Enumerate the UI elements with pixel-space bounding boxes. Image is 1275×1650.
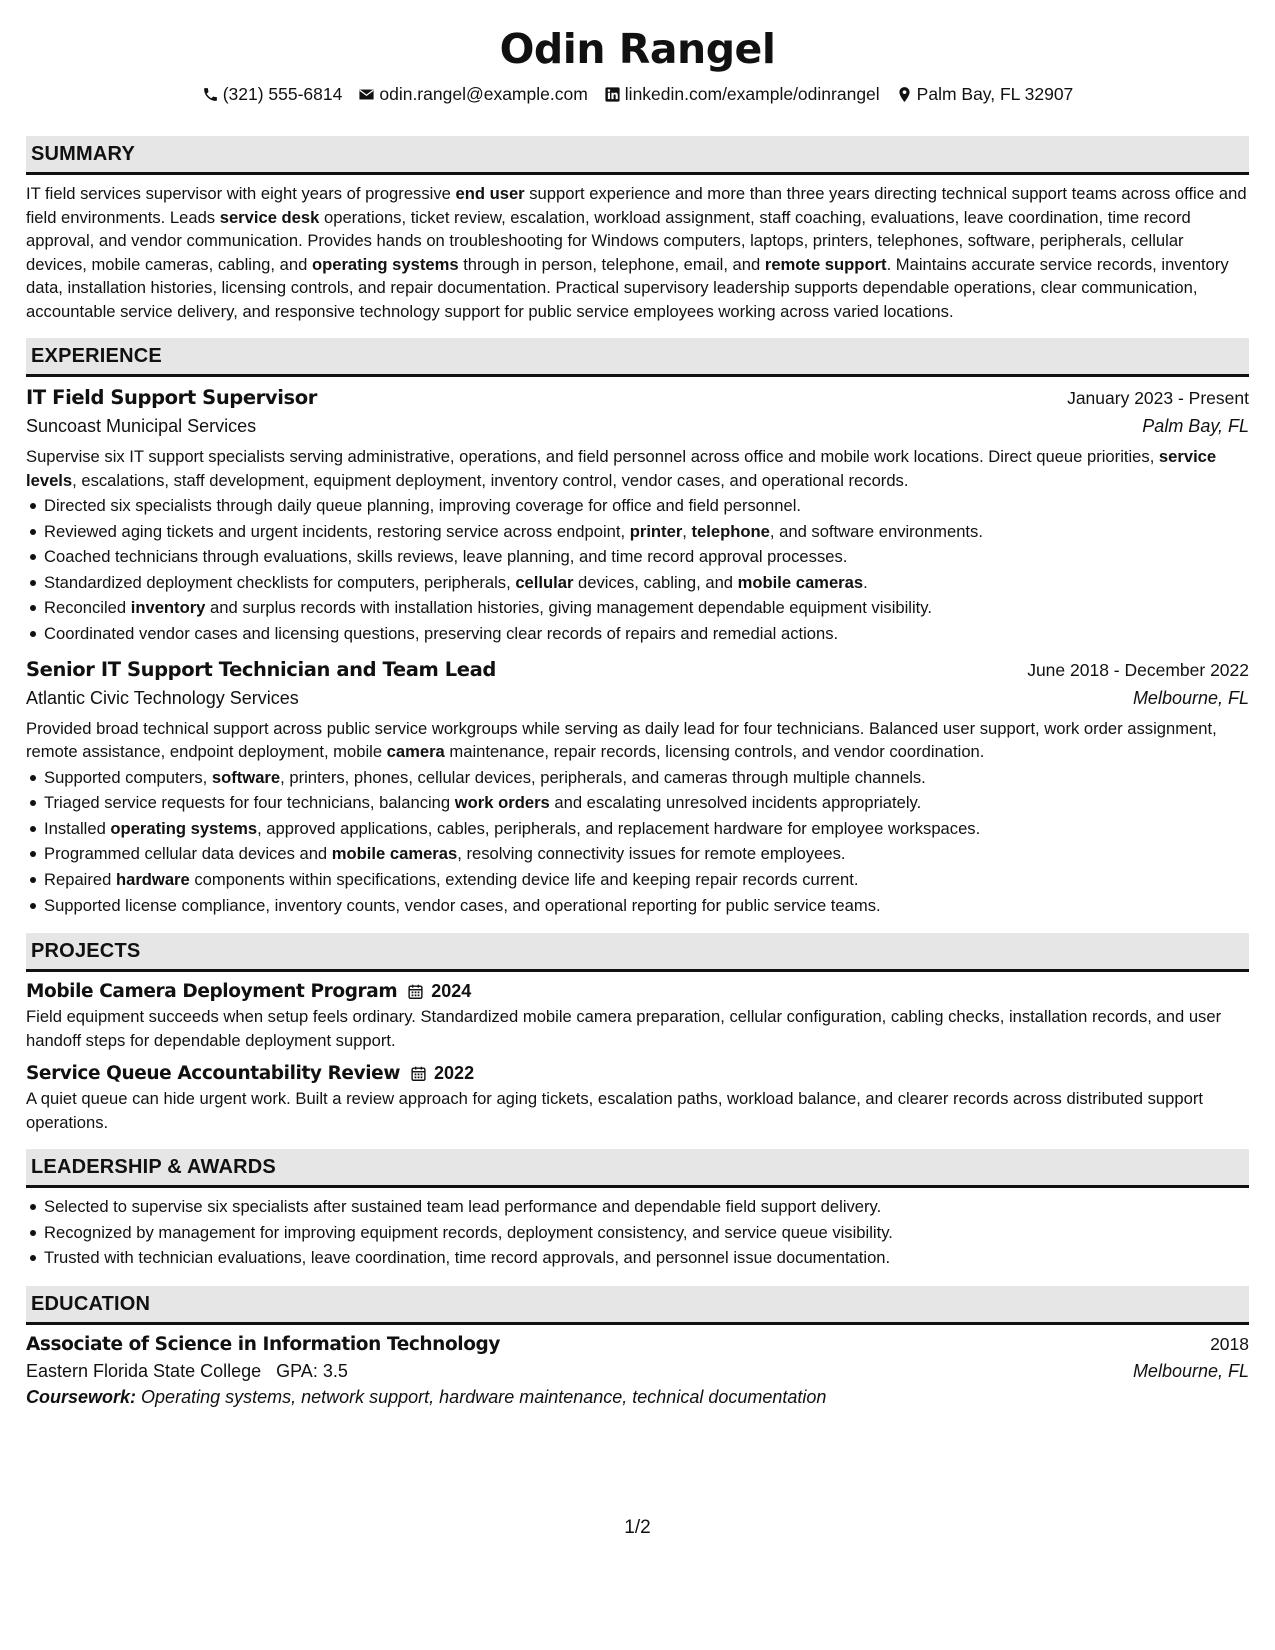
project-year-text: 2024	[431, 981, 472, 1002]
leadership-bullet: Trusted with technician evaluations, leave coordination, time record approvals, and personnel issue documentation.	[44, 1245, 1249, 1271]
envelope-icon	[358, 86, 375, 103]
job-bullet: Coordinated vendor cases and licensing questions, preserving clear records of repairs and remedial actions.	[44, 621, 1249, 647]
gpa: GPA: 3.5	[276, 1360, 348, 1381]
linkedin-icon	[604, 86, 621, 103]
project-description: Field equipment succeeds when setup feels ordinary. Standardized mobile camera preparation, cellular configuration, cabling checks, installation records, and user handoff steps for dependable deployment support.	[26, 1007, 1222, 1050]
job-summary: Provided broad technical support across public service workgroups while serving as daily lead for four technicians. Balanced user support, work order assignment, remote assistance, endpoint deployment, mobile camera maintenance, repair records, licensing controls, and vendor coordination.	[26, 718, 1217, 762]
emphasis-text: inventory	[130, 598, 206, 618]
job-entry	[26, 386, 1249, 647]
coursework-line	[26, 1387, 1249, 1408]
job-company: Atlantic Civic Technology Services	[26, 687, 299, 708]
project-entry	[26, 981, 1249, 1052]
leadership-bullet: Selected to supervise six specialists after sustained team lead performance and dependable field support delivery.	[44, 1194, 1249, 1220]
job-bullet: Coached technicians through evaluations, skills reviews, leave planning, and time record approval processes.	[44, 544, 1249, 570]
phone-text: (321) 555-6814	[222, 83, 343, 104]
contact-bar	[26, 82, 1249, 106]
summary-section-header: SUMMARY	[26, 136, 1249, 175]
job-summary: Supervise six IT support specialists serving administrative, operations, and field personnel across office and mobile work locations. Direct queue priorities, service levels, escalations, staff development, equipment deployment, inventory control, vendor cases, and operational records.	[26, 447, 1217, 490]
calendar-icon	[407, 983, 424, 1000]
project-entry	[26, 1063, 1249, 1134]
summary-text: IT field services supervisor with eight years of progressive end user support experience and more than three years directing technical support teams across office and field environments. Leads service desk operations, ticket review, escalation, workload assignment, staff coaching, evaluations, leave coordination, time record approval, and vendor communication. Provides hands on troubleshooting for Windows computers, laptops, printers, telephones, software, peripherals, cellular devices, mobile cameras, cabling, and operating systems through in person, telephone, email, and remote support. Maintains accurate service records, inventory data, installation histories, licensing controls, and repair documentation. Practical supervisory leadership supports dependable operations, clear communication, accountable service delivery, and responsive technology support for public service employees working across varied locations.	[26, 184, 1247, 321]
candidate-name: Odin Rangel	[499, 25, 776, 73]
contact-linkedin[interactable]	[604, 84, 880, 105]
linkedin-text: linkedin.com/example/odinrangel	[624, 83, 880, 104]
job-bullet: Installed operating systems, approved applications, cables, peripherals, and replacement hardware for employee workspaces.	[44, 816, 1249, 842]
job-company: Suncoast Municipal Services	[26, 416, 257, 436]
job-bullet: Directed six specialists through daily queue planning, improving coverage for office and field personnel.	[44, 493, 1249, 519]
education-entry	[26, 1334, 1249, 1408]
emphasis-text: end user	[455, 184, 525, 203]
school-location: Melbourne, FL	[1132, 1360, 1249, 1381]
contact-phone[interactable]	[202, 84, 343, 105]
job-title: Senior IT Support Technician and Team Lead	[26, 657, 496, 681]
project-description: A quiet queue can hide urgent work. Built a review approach for aging tickets, escalation paths, workload balance, and clearer records across distributed support operations.	[26, 1089, 1203, 1132]
school-name: Eastern Florida State College	[26, 1360, 262, 1381]
job-entry	[26, 658, 1249, 919]
map-pin-icon	[896, 86, 913, 103]
emphasis-text: cellular	[515, 572, 574, 592]
phone-icon	[202, 86, 219, 103]
emphasis-text: mobile cameras	[331, 844, 458, 864]
contact-email[interactable]	[358, 84, 587, 105]
project-title: Mobile Camera Deployment Program	[26, 981, 398, 1003]
emphasis-text: service levels	[26, 447, 1217, 490]
project-year	[410, 1063, 474, 1084]
project-year-text: 2022	[434, 1063, 475, 1084]
emphasis-text: software	[211, 767, 281, 787]
calendar-icon	[410, 1065, 427, 1082]
leadership-bullet: Recognized by management for improving equipment records, deployment consistency, and service queue visibility.	[44, 1220, 1249, 1246]
job-bullet: Repaired hardware components within specifications, extending device life and keeping repair records current.	[44, 867, 1249, 893]
experience-section-header: EXPERIENCE	[26, 338, 1249, 377]
leadership-section-header: LEADERSHIP & AWARDS	[26, 1149, 1249, 1188]
coursework-text: Operating systems, network support, hardware maintenance, technical documentation	[141, 1386, 827, 1407]
job-dates: January 2023 - Present	[1067, 388, 1249, 408]
job-title: IT Field Support Supervisor	[26, 386, 317, 409]
emphasis-text: hardware	[115, 869, 190, 889]
job-bullet: Programmed cellular data devices and mobile cameras, resolving connectivity issues for remote employees.	[44, 841, 1249, 867]
job-bullet: Reconciled inventory and surplus records with installation histories, giving management dependable equipment visibility.	[44, 595, 1249, 621]
emphasis-text: work orders	[454, 793, 550, 813]
job-location: Palm Bay, FL	[1142, 416, 1249, 436]
school-line	[26, 1361, 348, 1382]
emphasis-text: operating systems	[311, 254, 459, 274]
location-text: Palm Bay, FL 32907	[916, 83, 1074, 104]
leadership-bullets	[26, 1194, 1249, 1271]
emphasis-text: camera	[386, 742, 445, 762]
projects-section-header: PROJECTS	[26, 933, 1249, 972]
degree-title: Associate of Science in Information Technology	[26, 1333, 501, 1355]
emphasis-text: remote support	[764, 254, 887, 274]
emphasis-text: service desk	[219, 207, 320, 227]
job-bullet: Supported license compliance, inventory counts, vendor cases, and operational reporting for public service teams.	[44, 893, 1249, 919]
coursework-label: Coursework:	[26, 1386, 137, 1407]
contact-location	[896, 84, 1074, 105]
emphasis-text: printer	[629, 521, 683, 541]
graduation-year: 2018	[1210, 1333, 1249, 1354]
job-bullet: Triaged service requests for four technicians, balancing work orders and escalating unresolved incidents appropriately.	[44, 790, 1249, 816]
job-location: Melbourne, FL	[1132, 687, 1249, 708]
emphasis-text: telephone	[691, 521, 770, 541]
page-number: 1/2	[624, 1517, 651, 1538]
job-bullet: Reviewed aging tickets and urgent incidents, restoring service across endpoint, printer, telephone, and software environments.	[44, 519, 1249, 545]
job-dates: June 2018 - December 2022	[1027, 659, 1249, 680]
email-text: odin.rangel@example.com	[379, 83, 588, 104]
job-bullet: Standardized deployment checklists for computers, peripherals, cellular devices, cabling, and mobile cameras.	[44, 570, 1249, 596]
emphasis-text: operating systems	[110, 818, 258, 838]
job-bullets	[26, 493, 1249, 647]
education-section-header: EDUCATION	[26, 1286, 1249, 1325]
job-bullets	[26, 765, 1249, 919]
project-title: Service Queue Accountability Review	[26, 1063, 401, 1085]
project-year	[407, 981, 471, 1002]
job-bullet: Supported computers, software, printers, phones, cellular devices, peripherals, and cameras through multiple channels.	[44, 765, 1249, 791]
emphasis-text: mobile cameras	[737, 572, 864, 592]
